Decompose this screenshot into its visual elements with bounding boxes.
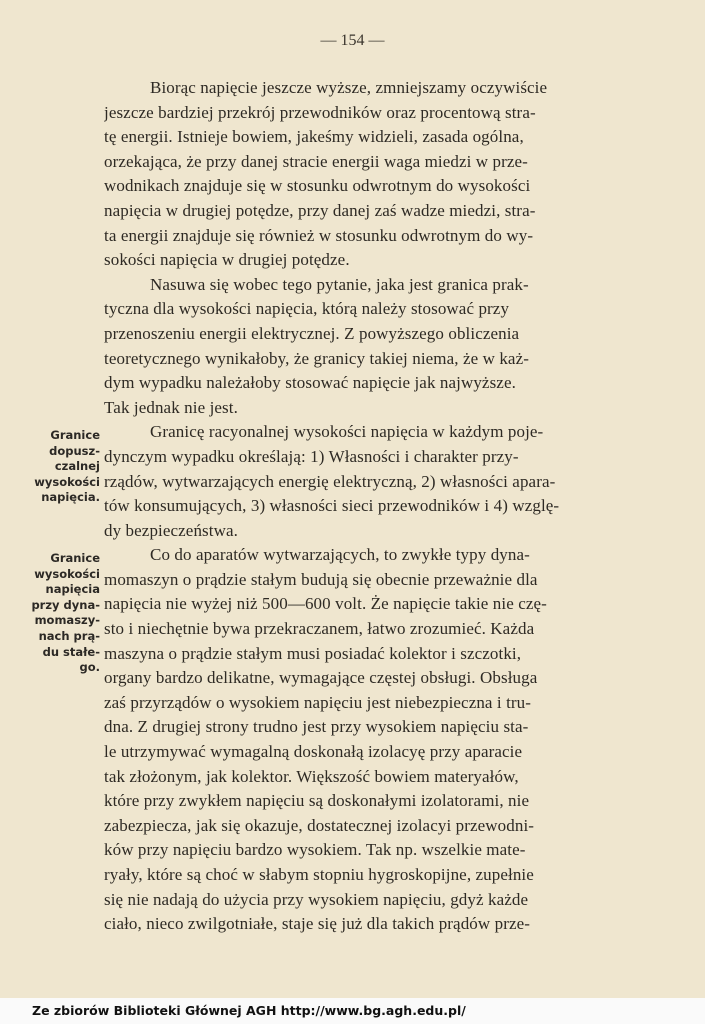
text-line: sto i niechętnie bywa przekraczanem, łatwo zrozumieć. Każda xyxy=(104,619,535,639)
text-line: ciało, nieco zwilgotniałe, staje się już dla takich prądów prze- xyxy=(104,914,531,934)
text-line: zabezpiecza, jak się okazuje, dostatecznej izolacyi przewodni- xyxy=(104,815,535,835)
text-line: momaszyn o prądzie stałym budują się obecnie przeważnie dla xyxy=(104,569,538,589)
text-line: tyczna dla wysokości napięcia, którą należy stosować przy xyxy=(104,299,510,319)
text-line: sokości napięcia w drugiej potędze. xyxy=(104,250,350,270)
text-line: tów konsumujących, 3) własności sieci przewodników i 4) wzglę- xyxy=(104,496,560,516)
text-line: się nie nadają do użycia przy wysokiem napięciu, gdyż każde xyxy=(104,889,529,909)
margin-note-line: wysokości xyxy=(34,566,100,581)
footer-source-text: Ze zbiorów Biblioteki Głównej AGH http://www.bg.agh.edu.pl/ xyxy=(32,1003,466,1018)
margin-note-line: wysokości xyxy=(34,474,100,489)
margin-note-line: napięcia. xyxy=(41,490,100,505)
text-line: ryały, które są choć w słabym stopniu hygroskopijne, zupełnie xyxy=(104,865,534,884)
text-line: organy bardzo delikatne, wymagające częstej obsługi. Obsługa xyxy=(104,668,538,688)
margin-note-line: przy dyna- xyxy=(31,597,100,612)
text-line: jeszcze bardziej przekrój przewodników oraz procentową stra- xyxy=(104,102,536,122)
text-line: rządów, wytwarzających energię elektryczną, 2) własności apara- xyxy=(104,471,556,491)
body-text xyxy=(104,76,670,937)
text-line: zaś przyrządów o wysokiem napięciu jest niebezpieczna i tru- xyxy=(104,692,532,712)
margin-note-line: Granice xyxy=(50,551,100,565)
text-line: tak złożonym, jak kolektor. Większość bowiem materyałów, xyxy=(104,766,519,786)
text-line: napięcia w drugiej potędze, przy danej zaś wadze miedzi, stra- xyxy=(104,200,536,220)
text-line: dna. Z drugiej strony trudno jest przy wysokiem napięciu sta- xyxy=(104,717,529,737)
text-line: Biorąc napięcie jeszcze wyższe, zmniejszamy oczywiście xyxy=(150,78,548,97)
margin-note-line: du stałe- xyxy=(42,644,100,659)
margin-note-line: czalnej xyxy=(54,459,100,474)
text-line: dy bezpieczeństwa. xyxy=(104,520,238,540)
footer-banner xyxy=(0,998,705,1024)
margin-note-line: Granice xyxy=(50,428,100,442)
margin-note-dc-dynamo-voltage xyxy=(2,551,100,676)
margin-note-line: napięcia xyxy=(45,582,100,597)
text-line: dynczym wypadku określają: 1) Własności i charakter przy- xyxy=(104,446,519,466)
text-line: Nasuwa się wobec tego pytanie, jaka jest granica prak- xyxy=(150,274,529,294)
text-line: Tak jednak nie jest. xyxy=(104,397,238,417)
text-line: Co do aparatów wytwarzających, to zwykłe typy dyna- xyxy=(150,545,530,565)
text-line: napięcia nie wyżej niż 500—600 volt. Że napięcie takie nie czę- xyxy=(104,594,547,614)
text-line: orzekająca, że przy danej stracie energii waga miedzi w prze- xyxy=(104,151,528,171)
margin-note-line: nach prą- xyxy=(38,628,100,643)
margin-note-line: momaszy- xyxy=(34,613,100,628)
page-number: — 154 — xyxy=(320,32,385,49)
text-line: ta energii znajduje się również w stosunku odwrotnym do wy- xyxy=(104,225,534,245)
text-line: tę energii. Istnieje bowiem, jakeśmy widzieli, zasada ogólna, xyxy=(104,127,524,147)
text-line: ków przy napięciu bardzo wysokiem. Tak np. wszelkie mate- xyxy=(104,840,526,860)
text-line: le utrzymywać wymagalną doskonałą izolacyę przy aparacie xyxy=(104,742,523,762)
margin-note-line: dopusz- xyxy=(49,443,100,458)
text-line: przenoszeniu energii elektrycznej. Z powyższego obliczenia xyxy=(104,323,520,343)
text-line: które przy zwykłem napięciu są doskonałymi izolatorami, nie xyxy=(104,791,530,811)
margin-note-line: go. xyxy=(79,660,100,675)
text-line: Granicę racyonalnej wysokości napięcia w każdym poje- xyxy=(150,422,544,442)
text-line: teoretycznego wynikałoby, że granicy takiej niema, że w każ- xyxy=(104,348,529,368)
text-line: maszyna o prądzie stałym musi posiadać kolektor i szczotki, xyxy=(104,643,522,663)
margin-note-permissible-voltage xyxy=(2,428,100,506)
text-line: dym wypadku należałoby stosować napięcie jak najwyższe. xyxy=(104,373,516,393)
text-line: wodnikach znajduje się w stosunku odwrotnym do wysokości xyxy=(104,176,531,196)
